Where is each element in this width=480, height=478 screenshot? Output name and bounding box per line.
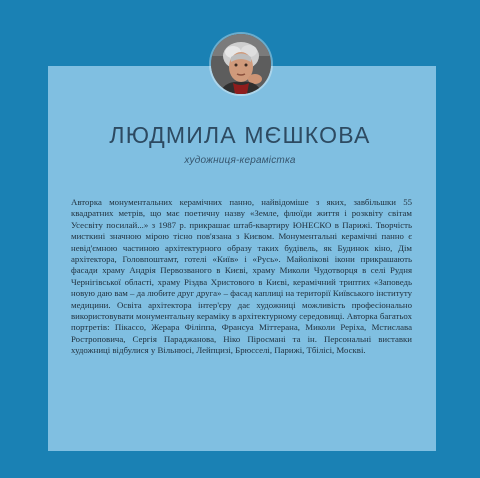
artist-portrait — [211, 34, 271, 94]
artist-name: ЛЮДМИЛА МЄШКОВА — [109, 122, 371, 148]
artist-role: художниця-керамістка — [184, 155, 296, 166]
artist-biography: Авторка монументальних керамічних панно, найвідоміше з яких, завбільшки 55 квадратних метрів, що має поетичну назву «Земле, флюїди життя і розквіту світам Усесвіту посилай...» з 1987 р. прикрашає штаб-квартиру ЮНЕСКО в Парижі. Творчість мисткині значною мірою тісно пов'язана з Києвом. Монументальні керамічні панно є невід'ємною частиною архітектурного образу таких будівель, як Будинок кіно, Дім архітектора, Головпоштамт, готелі «Київ» і «Русь». Майолікові ікони прикрашають фасади храму Андрія Первозваного в Києві, храму Миколи Чудотворця в селі Рудня Чернігівської області, храму Різдва Христового в Києві, керамічний триптих «Заповедь новую даю вам – да любите друг друга» – фасад каплиці на території Київського інституту медицини. Освіта архітектора інтер'єру дає художниці можливість професіонально використовувати монументальну кераміку в архітектурному середовищі. Авторка багатьох портретів: Пікассо, Жерара Філіппа, Франсуа Міттерана, Миколи Реріха, Мстислава Ростроповича, Сергія Параджанова, Ніко Піросмані та ін. Персональні виставки художниці відбулися у Вільнюсі, Лейпцизі, Брюсселі, Парижі, Тбілісі, Москві. — [71, 197, 412, 356]
